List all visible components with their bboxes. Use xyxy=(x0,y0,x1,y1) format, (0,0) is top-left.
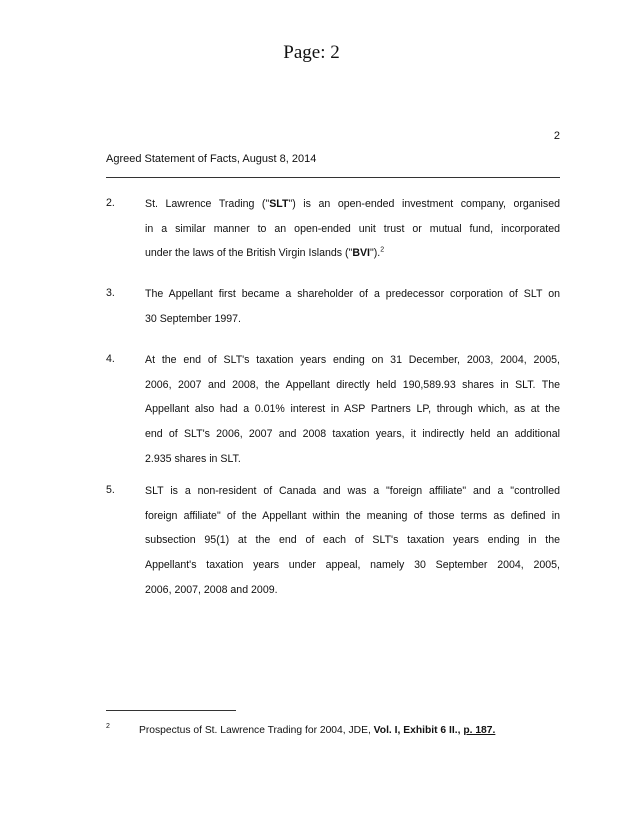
header-rule xyxy=(106,177,560,178)
paragraph-line: 2.935 shares in SLT. xyxy=(145,452,241,465)
paragraph-line: under the laws of the British Virgin Islands ("BVI").$^2$ xyxy=(145,246,385,260)
paragraph-line: St. Lawrence Trading ("SLT") is an open-ended investment company, organised xyxy=(145,198,560,210)
paragraph-number: 2. xyxy=(106,197,115,209)
paragraph-line: 30 September 1997. xyxy=(145,312,242,325)
paragraph-line: in a similar manner to an open-ended unit trust or mutual fund, incorporated xyxy=(145,222,560,235)
paragraph-line: Appellant also had a 0.01% interest in ASP Partners LP, through which, as at the xyxy=(145,403,560,416)
paragraph-line: 2006, 2007 and 2008, the Appellant directly held 190,589.93 shares in SLT. The xyxy=(145,378,560,391)
paragraph-line: Appellant's taxation years under appeal, namely 30 September 2004, 2005, xyxy=(145,559,560,572)
paragraph-number: 5. xyxy=(106,484,115,496)
footnote-mark: 2 xyxy=(106,723,110,730)
paragraph-line: 2006, 2007, 2008 and 2009. xyxy=(145,583,278,596)
paragraph-number: 4. xyxy=(106,353,115,365)
footnote-page-link[interactable]: p. 187. xyxy=(463,725,496,736)
document-title: Agreed Statement of Facts, August 8, 2014 xyxy=(106,153,317,165)
page-number: 2 xyxy=(553,130,560,142)
paragraph-line: foreign affiliate" of the Appellant within the meaning of those terms as defined in xyxy=(145,509,560,522)
paragraph-line: The Appellant first became a shareholder of a predecessor corporation of SLT on xyxy=(145,288,560,300)
paragraph-line: end of SLT's 2006, 2007 and 2008 taxation years, it indirectly held an additional xyxy=(145,428,560,441)
paragraph-number: 3. xyxy=(106,287,115,299)
paragraph-line: subsection 95(1) at the end of each of SLT's taxation years ending in the xyxy=(145,534,560,547)
page-header: Page: 2 xyxy=(283,42,340,63)
paragraph-line: At the end of SLT's taxation years ending on 31 December, 2003, 2004, 2005, xyxy=(145,354,560,366)
footnote-text: Prospectus of St. Lawrence Trading for 2004, JDE, Vol. I, Exhibit 6 II., p. 187. xyxy=(139,725,496,736)
footnote-rule xyxy=(106,710,236,711)
footnote-reference[interactable]: 2 xyxy=(380,246,385,254)
paragraph-line: SLT is a non-resident of Canada and was a "foreign affiliate" and a "controlled xyxy=(145,485,560,497)
